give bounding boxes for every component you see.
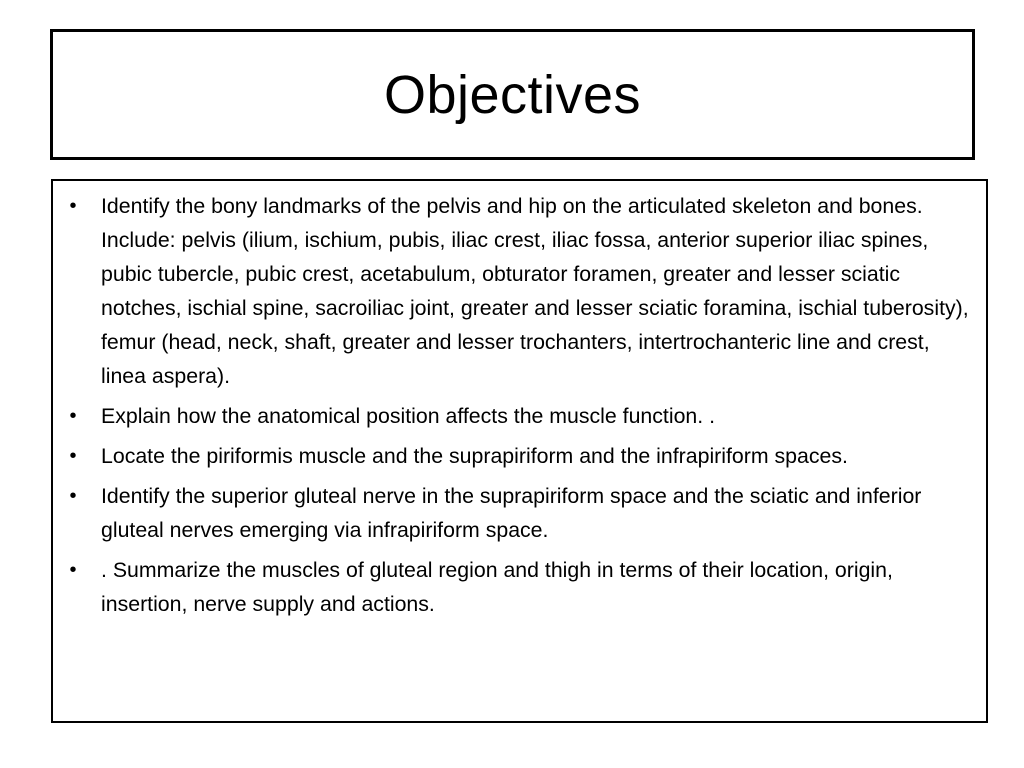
bullet-dot-icon: • — [69, 559, 77, 581]
bullet-dot-icon: • — [69, 485, 77, 507]
bullet-dot-icon: • — [69, 195, 77, 217]
bullet-dot-icon: • — [69, 405, 77, 427]
bullet-item — [53, 189, 976, 393]
bullet-item — [53, 553, 976, 621]
title-box — [50, 29, 975, 160]
slide-title: Objectives — [383, 64, 642, 125]
bullet-dot-icon: • — [69, 445, 77, 467]
bullet-text: Identify the bony landmarks of the pelvis and hip on the articulated skeleton and bones. Include: pelvis (ilium, ischium, pubis, iliac crest, iliac fossa, anterior superior iliac spines, pubic tubercle, pubic crest, acetabulum, obturator foramen, greater and lesser sciatic notches, ischial spine, sacroiliac joint, greater and lesser sciatic foramina, ischial tuberosity), femur (head, neck, shaft, greater and lesser trochanters, intertrochanteric line and crest, linea aspera). — [101, 194, 969, 388]
bullet-list — [53, 189, 976, 621]
bullet-item — [53, 399, 976, 433]
bullet-item — [53, 479, 976, 547]
bullet-item — [53, 439, 976, 473]
bullet-text: Identify the superior gluteal nerve in the suprapiriform space and the sciatic and inferior gluteal nerves emerging via infrapiriform space. — [101, 484, 922, 542]
bullet-text: Explain how the anatomical position affects the muscle function. . — [101, 404, 716, 428]
bullet-text: Locate the piriformis muscle and the suprapiriform and the infrapiriform spaces. — [101, 444, 848, 468]
bullet-text: . Summarize the muscles of gluteal region and thigh in terms of their location, origin, insertion, nerve supply and actions. — [101, 558, 893, 616]
content-box — [51, 179, 988, 723]
